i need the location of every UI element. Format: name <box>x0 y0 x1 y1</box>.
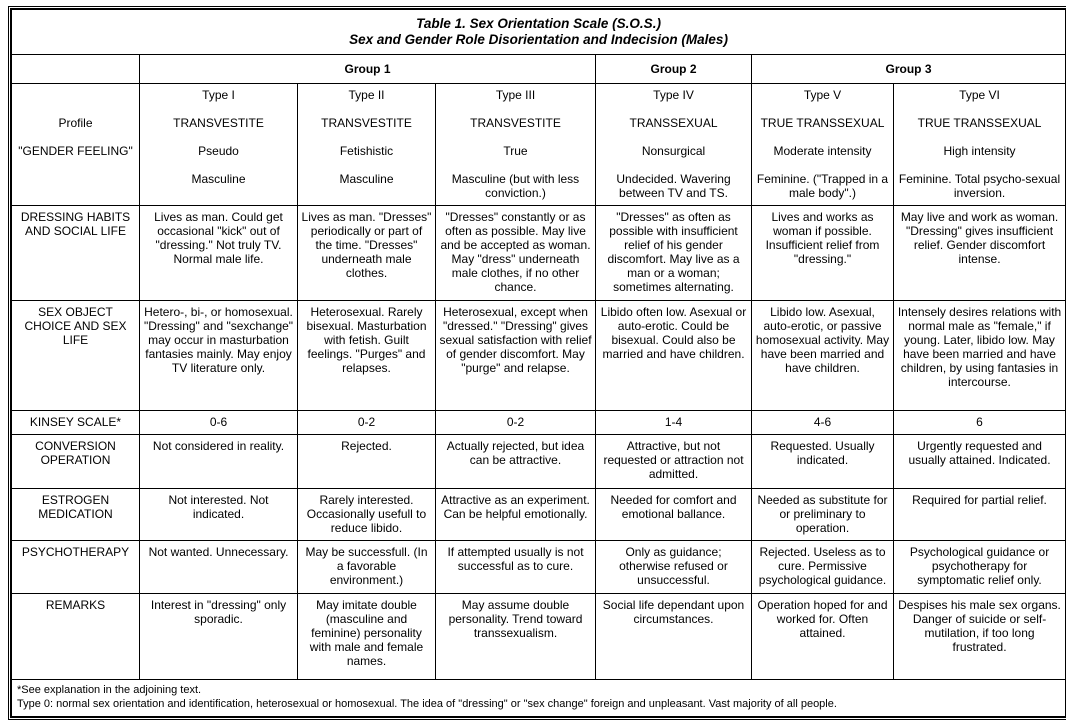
row-label: ESTROGEN MEDICATION <box>12 489 140 541</box>
table-cell: Needed as substitute for or preliminary to operation. <box>752 489 894 541</box>
type-cell <box>596 84 752 206</box>
table-row <box>12 541 1066 594</box>
table-cell: 0-6 <box>140 411 298 435</box>
type-gender: Undecided. Wavering between TV and TS. <box>616 172 731 200</box>
table-cell: Actually rejected, but idea can be attractive. <box>436 435 596 489</box>
table-cell: "Dresses" as often as possible with insufficient relief of his gender discomfort. May live as a man or a woman; sometimes alternating. <box>596 206 752 301</box>
type-feeling: Moderate intensity <box>773 144 872 158</box>
table-cell: Rejected. Useless as to cure. Permissive psychological guidance. <box>752 541 894 594</box>
type-gender: Masculine <box>339 172 394 186</box>
row-label: DRESSING HABITS AND SOCIAL LIFE <box>12 206 140 301</box>
type-type: Type V <box>803 88 842 102</box>
type-gender: Feminine. Total psycho-sexual inversion. <box>898 172 1061 200</box>
profile-label: Profile <box>58 116 93 130</box>
table-row <box>12 435 1066 489</box>
table-cell: 0-2 <box>298 411 436 435</box>
table-cell: If attempted usually is not successful as to cure. <box>436 541 596 594</box>
table-cell: May be successfull. (In a favorable environment.) <box>298 541 436 594</box>
table-cell: Intensely desires relations with normal male as "female," if young. Later, libido low. May have been married and have children, by using fantasies in intercourse. <box>894 301 1066 411</box>
type-profile: TRANSVESTITE <box>321 116 412 130</box>
table-cell: Required for partial relief. <box>894 489 1066 541</box>
row-label: KINSEY SCALE* <box>12 411 140 435</box>
row-label: SEX OBJECT CHOICE AND SEX LIFE <box>12 301 140 411</box>
table-cell: Urgently requested and usually attained. Indicated. <box>894 435 1066 489</box>
type-cell <box>894 84 1066 206</box>
table-cell: Operation hoped for and worked for. Often attained. <box>752 594 894 680</box>
footnote-2: Type 0: normal sex orientation and identification, heterosexual or homosexual. The idea of "dressing" or "sex change" foreign and unpleasant. Vast majority of all people. <box>17 698 837 710</box>
sos-table <box>11 9 1066 717</box>
table-cell: Interest in "dressing" only sporadic. <box>140 594 298 680</box>
type-type: Type IV <box>653 88 694 102</box>
type-profile: TRANSSEXUAL <box>629 116 718 130</box>
type-profile: TRUE TRANSSEXUAL <box>917 116 1042 130</box>
type-profile: TRUE TRANSSEXUAL <box>760 116 885 130</box>
type-type: Type I <box>202 88 235 102</box>
table-cell: Attractive as an experiment. Can be helpful emotionally. <box>436 489 596 541</box>
table-cell: Not considered in reality. <box>140 435 298 489</box>
type-feeling: Fetishistic <box>339 144 394 158</box>
type-cell <box>436 84 596 206</box>
type-profile: TRANSVESTITE <box>173 116 264 130</box>
table-cell: Heterosexual, except when "dressed." "Dressing" gives sexual satisfaction with relief of gender discomfort. May "purge" and relapse. <box>436 301 596 411</box>
table-title <box>12 10 1066 55</box>
table-cell: 1-4 <box>596 411 752 435</box>
table-row <box>12 301 1066 411</box>
type-feeling: High intensity <box>943 144 1016 158</box>
title-line-2: Sex and Gender Role Disorientation and Indecision (Males) <box>349 32 728 47</box>
empty-corner <box>12 55 140 84</box>
table-cell: May live and work as woman. "Dressing" gives insufficient relief. Gender discomfort intense. <box>894 206 1066 301</box>
table-cell: Requested. Usually indicated. <box>752 435 894 489</box>
table-cell: Despises his male sex organs. Danger of suicide or self-mutilation, if too long frustrated. <box>894 594 1066 680</box>
table-cell: Only as guidance; otherwise refused or unsuccessful. <box>596 541 752 594</box>
title-line-1: Table 1. Sex Orientation Scale (S.O.S.) <box>416 16 661 31</box>
type-gender: Masculine <box>191 172 246 186</box>
group-1-header: Group 1 <box>140 55 596 84</box>
table-cell: Psychological guidance or psychotherapy for symptomatic relief only. <box>894 541 1066 594</box>
table-cell: Hetero-, bi-, or homosexual. "Dressing" and "sexchange" may occur in masturbation fantasies mainly. May enjoy TV literature only. <box>140 301 298 411</box>
table-cell: Rejected. <box>298 435 436 489</box>
row-label: REMARKS <box>12 594 140 680</box>
row-label: PSYCHOTHERAPY <box>12 541 140 594</box>
table-cell: Lives as man. Could get occasional "kick" out of "dressing." Not truly TV. Normal male life. <box>140 206 298 301</box>
type-cell <box>298 84 436 206</box>
table-row <box>12 594 1066 680</box>
table-cell: Needed for comfort and emotional ballance. <box>596 489 752 541</box>
table-cell: Not interested. Not indicated. <box>140 489 298 541</box>
type-type: Type III <box>495 88 536 102</box>
table-cell: 0-2 <box>436 411 596 435</box>
sos-table-frame <box>8 6 1066 720</box>
table-cell: "Dresses" constantly or as often as possible. May live and be accepted as woman. May "dress" underneath male clothes, if no other chance. <box>436 206 596 301</box>
table-cell: 4-6 <box>752 411 894 435</box>
type-cell <box>752 84 894 206</box>
type-profile: TRANSVESTITE <box>470 116 561 130</box>
table-cell: Heterosexual. Rarely bisexual. Masturbation with fetish. Guilt feelings. "Purges" and relapses. <box>298 301 436 411</box>
table-row <box>12 206 1066 301</box>
table-cell: Lives as man. "Dresses" periodically or part of the time. "Dresses" underneath male clothes. <box>298 206 436 301</box>
gender-feeling-label: "GENDER FEELING" <box>18 144 133 158</box>
group-2-header: Group 2 <box>596 55 752 84</box>
type-feeling: True <box>503 144 528 158</box>
footnotes <box>12 680 1066 717</box>
footnote-1: *See explanation in the adjoining text. <box>17 684 202 696</box>
type-gender: Masculine (but with less conviction.) <box>451 172 580 200</box>
type-type: Type II <box>348 88 385 102</box>
table-cell: Libido low. Asexual, auto-erotic, or passive homosexual activity. May have been married and have children. <box>752 301 894 411</box>
table-row <box>12 411 1066 435</box>
table-cell: Attractive, but not requested or attraction not admitted. <box>596 435 752 489</box>
type-feeling: Pseudo <box>198 144 239 158</box>
table-row <box>12 489 1066 541</box>
table-cell: Social life dependant upon circumstances. <box>596 594 752 680</box>
table-cell: Rarely interested. Occasionally usefull to reduce libido. <box>298 489 436 541</box>
type-type: Type VI <box>959 88 1000 102</box>
table-cell: May imitate double (masculine and feminine) personality with male and female names. <box>298 594 436 680</box>
type-row <box>12 84 1066 206</box>
group-3-header: Group 3 <box>752 55 1066 84</box>
table-cell: Not wanted. Unnecessary. <box>140 541 298 594</box>
table-cell: Libido often low. Asexual or auto-erotic. Could be bisexual. Could also be married and have children. <box>596 301 752 411</box>
table-cell: May assume double personality. Trend toward transsexualism. <box>436 594 596 680</box>
type-feeling: Nonsurgical <box>641 144 706 158</box>
table-cell: 6 <box>894 411 1066 435</box>
table-cell: Lives and works as woman if possible. Insufficient relief from "dressing." <box>752 206 894 301</box>
row-label: CONVERSION OPERATION <box>12 435 140 489</box>
type-gender: Feminine. ("Trapped in a male body".) <box>756 172 889 200</box>
profile-labels <box>12 84 140 206</box>
type-cell <box>140 84 298 206</box>
